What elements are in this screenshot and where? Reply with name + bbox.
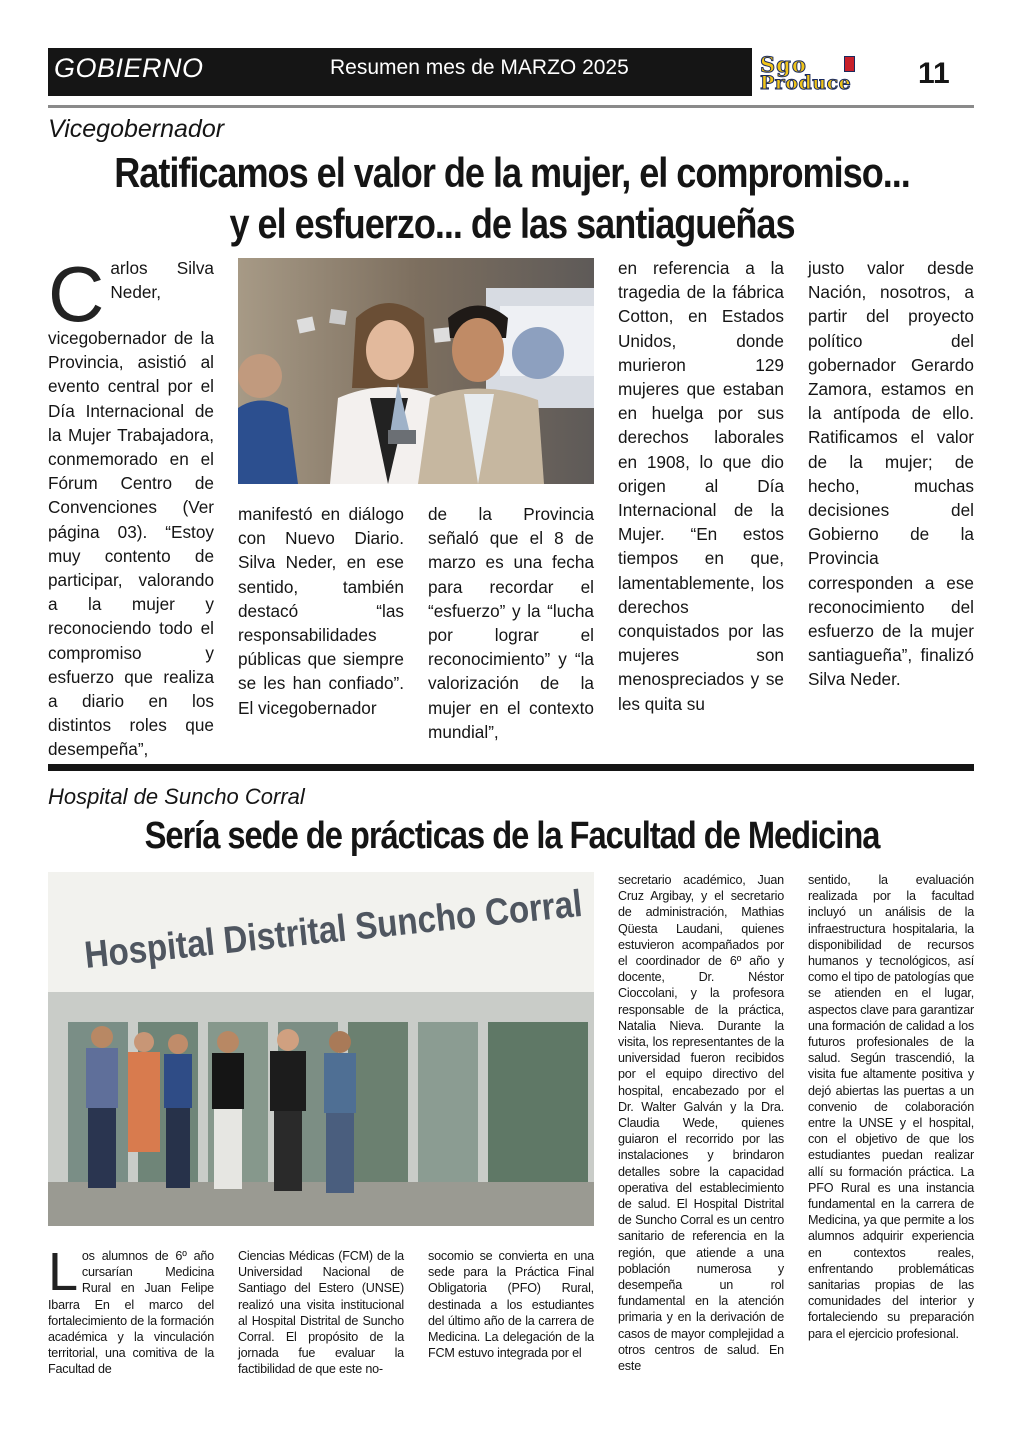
article1-column-1 (48, 250, 214, 762)
article1-kicker: Vicegobernador (48, 115, 225, 143)
article1-column-2: manifestó en diálogo con Nuevo Diario. Silva Neder, en ese sentido, también destacó “las responsabilidades públicas que siempre se les han confiado”. El vicegobernador (238, 504, 404, 718)
article2-column-1 (48, 1242, 214, 1378)
article2-column-2: Ciencias Médicas (FCM) de la Universidad Nacional de Santiago del Estero (UNSE) realizó una visita institucional al Hospital Distrital de Suncho Corral. El propósito de la jornada fue evaluar la factibilidad de que este no- (238, 1249, 404, 1377)
logo-bottom-text: Produce (760, 72, 852, 94)
article1-dropcap: C (48, 250, 105, 338)
article2-column-3: socomio se convierta en una sede para la Práctica Final Obligatoria (PFO) Rural, destinada a los estudiantes del último año de la carrera de Medicina. La delegación de la FCM estuvo integrada por el (428, 1249, 594, 1361)
hospital-photo (48, 872, 659, 1226)
article1-headline-line1: Ratificamos el valor de la mujer, el compromiso... (114, 149, 910, 196)
article1-col1-text: arlos Silva Neder, vicegobernador de la Provincia, asistió al evento central por el Día Internacional de la Mujer Trabajadora, conmemorado en el Fórum Centro de Convenciones (Ver página 03). “Estoy muy contento de participar, valorando a la mujer y reconociendo todo el compromiso y esfuerzo que realiza a diario en los distintos roles que desempeña”, (48, 258, 214, 760)
article2-column-5: sentido, la evaluación realizada por la facultad incluyó un análisis de la infraestructura hospitalaria, la disponibilidad de recursos humanos y tecnológicos, así como el tipo de patologías que se atienden en el lugar, aspectos clave para garantizar una formación de calidad a los futuros profesionales de la salud. Según trascendió, la visita fue altamente positiva y dejó abiertas las puertas a un convenio de colaboración entre la UNSE y el hospital, con el objetivo de que los estudiantes puedan realizar allí su formación práctica. La PFO Rural es una instancia fundamental en la carrera de Medicina, ya que permite a los alumnos adquirir experiencia en contextos reales, enfrentando problemáticas sanitarias propias de las comunidades del interior y fortaleciendo su preparación para el ejercicio profesional. (808, 873, 974, 1341)
article2-kicker: Hospital de Suncho Corral (48, 784, 305, 809)
article1-headline-line2: y el esfuerzo... de las santiagueñas (229, 200, 795, 247)
article2-dropcap: L (48, 1242, 78, 1302)
article2-column-4: secretario académico, Juan Cruz Argibay, y el secretario de administración, Mathias Qüesta Laudani, quienes estuvieron acompañados por el coordinador de 6º año y docente, Dr. Néstor Cioccolani, y la profesora responsable de la práctica, Natalia Nieva. Durante la visita, los representantes de la universidad fueron recibidos por el equipo directivo del hospital, encabezado por el Dr. Walter Galván y la Dra. Claudia Wede, quienes guiaron el recorrido por las instalaciones y brindaron detalles sobre la capacidad operativa del establecimiento de salud. El Hospital Distrital de Suncho Corral es un centro sanitario de referencia en la región, que atiende a una población numerosa y desempeña un rol fundamental en la atención primaria y en la derivación de casos de mayor complejidad a otros centros de salud. En este (618, 873, 784, 1374)
hospital-photo-illustration (48, 872, 659, 1226)
logo-top-text: Sgo (760, 52, 807, 77)
logo-flag-icon (844, 56, 855, 72)
hospital-sign-text: Hospital Distrital Suncho Corral (82, 875, 659, 977)
section-divider (48, 764, 974, 771)
award-photo (238, 258, 594, 484)
article2-headline: Sería sede de prácticas de la Facultad de Medicina (144, 815, 880, 857)
issue-label: Resumen mes de MARZO 2025 (330, 56, 629, 79)
sgo-produce-logo (758, 52, 898, 94)
article1-column-4: en referencia a la tragedia de la fábrica Cotton, en Estados Unidos, donde murieron 129 mujeres que estaban en huelga por sus derechos laborales en 1908, lo que dio origen al Día Internacional de la Mujer. “En estos tiempos en que, lamentablemente, los derechos conquistados por las mujeres son menospreciados y se les quita su (618, 258, 784, 714)
award-photo-illustration (238, 258, 594, 484)
page-number: 11 (918, 57, 950, 90)
article1-column-5: justo valor desde Nación, nosotros, a partir del proyecto político del gobernador Gerardo Zamora, estamos en la antípoda de ello. Ratificamos el valor de la mujer; de hecho, muchas decisiones del Gobierno de la Provincia corresponden a ese reconocimiento del esfuerzo de la mujer santiagueña”, finalizó Silva Neder. (808, 258, 974, 690)
header-rule (48, 105, 974, 108)
article2-col1-text: os alumnos de 6º año cursarían Medicina Rural en Juan Felipe Ibarra En el marco del fortalecimiento de la formación académica y la vinculación territorial, una comitiva de la Facultad de (48, 1249, 214, 1377)
article1-column-3: de la Provincia señaló que el 8 de marzo es una fecha para recordar el “esfuerzo” y la “lucha por lograr el reconocimiento” y “la valorización de la mujer en el contexto mundial”, (428, 504, 594, 742)
section-label: GOBIERNO (54, 53, 204, 83)
